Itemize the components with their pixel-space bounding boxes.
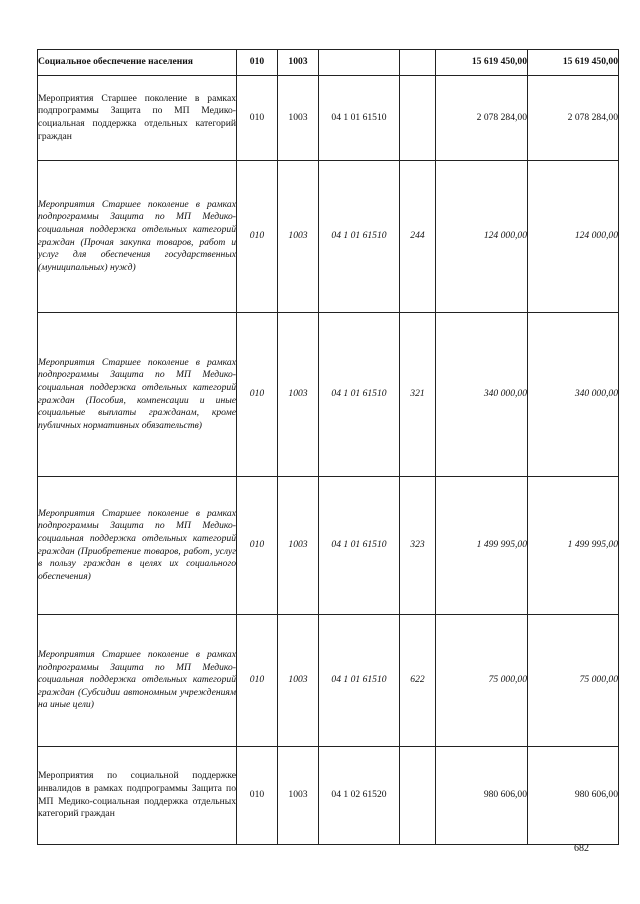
table-row	[38, 50, 619, 76]
table-row	[38, 747, 619, 845]
amount-first-cell: 75 000,00	[436, 615, 528, 747]
amount-second-cell: 75 000,00	[528, 615, 619, 747]
section-code-cell: 1003	[278, 477, 319, 615]
section-code-cell: 1003	[278, 161, 319, 313]
target-code-cell: 04 1 01 61510	[319, 161, 400, 313]
amount-second-cell: 15 619 450,00	[528, 50, 619, 76]
amount-first-cell: 340 000,00	[436, 313, 528, 477]
row-name-cell: Мероприятия Старшее поколение в рамках подпрограммы Защита по МП Медико-социальная поддержка отдельных категорий граждан	[38, 76, 237, 161]
expense-kind-cell: 321	[400, 313, 436, 477]
page-number: 682	[574, 843, 589, 854]
table-row	[38, 615, 619, 747]
target-code-cell	[319, 50, 400, 76]
admin-code-cell: 010	[237, 76, 278, 161]
target-code-cell: 04 1 01 61510	[319, 313, 400, 477]
row-name-cell: Мероприятия Старшее поколение в рамках подпрограммы Защита по МП Медико-социальная поддержка отдельных категорий граждан (Пособия, компенсации и иные социальные выплаты гражданам, кроме публичных нормативных обязательств)	[38, 313, 237, 477]
target-code-cell: 04 1 01 61510	[319, 477, 400, 615]
admin-code-cell: 010	[237, 477, 278, 615]
amount-first-cell: 1 499 995,00	[436, 477, 528, 615]
amount-second-cell: 980 606,00	[528, 747, 619, 845]
row-name-cell: Мероприятия Старшее поколение в рамках подпрограммы Защита по МП Медико-социальная поддержка отдельных категорий граждан (Субсидии автономным учреждениям на иные цели)	[38, 615, 237, 747]
admin-code-cell: 010	[237, 313, 278, 477]
section-code-cell: 1003	[278, 747, 319, 845]
row-name-cell: Социальное обеспечение населения	[38, 50, 237, 76]
amount-first-cell: 124 000,00	[436, 161, 528, 313]
amount-second-cell: 340 000,00	[528, 313, 619, 477]
admin-code-cell: 010	[237, 50, 278, 76]
expense-kind-cell: 323	[400, 477, 436, 615]
table-row	[38, 477, 619, 615]
expense-kind-cell	[400, 50, 436, 76]
amount-first-cell: 15 619 450,00	[436, 50, 528, 76]
table-row	[38, 313, 619, 477]
admin-code-cell: 010	[237, 747, 278, 845]
expense-kind-cell	[400, 76, 436, 161]
target-code-cell: 04 1 01 61510	[319, 615, 400, 747]
section-code-cell: 1003	[278, 76, 319, 161]
amount-first-cell: 980 606,00	[436, 747, 528, 845]
admin-code-cell: 010	[237, 615, 278, 747]
amount-second-cell: 2 078 284,00	[528, 76, 619, 161]
budget-table	[37, 49, 619, 845]
section-code-cell: 1003	[278, 615, 319, 747]
section-code-cell: 1003	[278, 313, 319, 477]
amount-second-cell: 1 499 995,00	[528, 477, 619, 615]
target-code-cell: 04 1 01 61510	[319, 76, 400, 161]
target-code-cell: 04 1 02 61520	[319, 747, 400, 845]
expense-kind-cell: 244	[400, 161, 436, 313]
table-row	[38, 76, 619, 161]
section-code-cell: 1003	[278, 50, 319, 76]
expense-kind-cell	[400, 747, 436, 845]
row-name-cell: Мероприятия Старшее поколение в рамках подпрограммы Защита по МП Медико-социальная поддержка отдельных категорий граждан (Приобретение товаров, работ, услуг в пользу граждан в целях их социального обеспечения)	[38, 477, 237, 615]
expense-kind-cell: 622	[400, 615, 436, 747]
row-name-cell: Мероприятия по социальной поддержке инвалидов в рамках подпрограммы Защита по МП Медико-социальная поддержка отдельных категорий граждан	[38, 747, 237, 845]
row-name-cell: Мероприятия Старшее поколение в рамках подпрограммы Защита по МП Медико-социальная поддержка отдельных категорий граждан (Прочая закупка товаров, работ и услуг для обеспечения государственных (муниципальных) нужд)	[38, 161, 237, 313]
amount-first-cell: 2 078 284,00	[436, 76, 528, 161]
table-row	[38, 161, 619, 313]
amount-second-cell: 124 000,00	[528, 161, 619, 313]
admin-code-cell: 010	[237, 161, 278, 313]
